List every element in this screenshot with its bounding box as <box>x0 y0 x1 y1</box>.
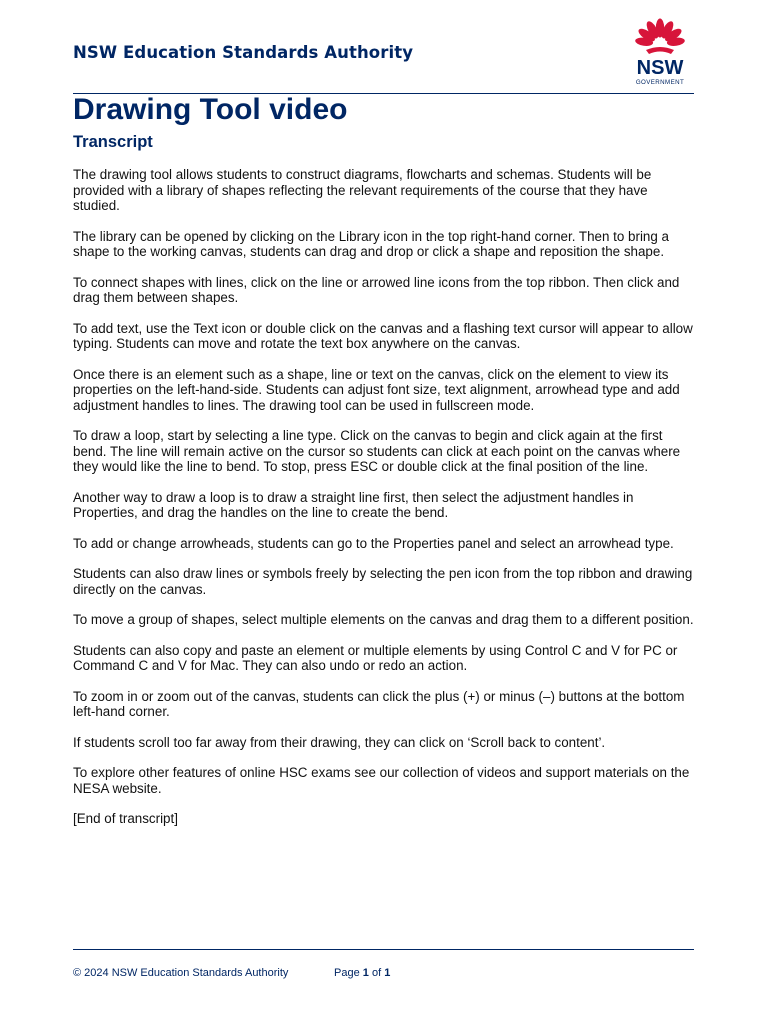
page-of-label: of <box>371 967 382 979</box>
transcript-paragraph: Another way to draw a loop is to draw a straight line first, then select the adjustment handles in Properties, and drag the handles on the line to create the bend. <box>73 489 634 520</box>
nsw-government-logo <box>622 14 698 90</box>
transcript-paragraph: To connect shapes with lines, click on the line or arrowed line icons from the top ribbon. Then click and drag them between shapes. <box>73 274 680 305</box>
page-current: 1 <box>362 967 369 979</box>
transcript-paragraph: If students scroll too far away from their drawing, they can click on ‘Scroll back to content’. <box>73 734 606 750</box>
transcript-end-marker: [End of transcript] <box>73 811 178 826</box>
footer-copyright: © 2024 NSW Education Standards Authority <box>73 967 289 979</box>
organisation-name: NSW Education Standards Authority <box>73 43 414 62</box>
transcript-paragraph: To zoom in or zoom out of the canvas, students can click the plus (+) or minus (–) buttons at the bottom left-hand corner. <box>73 688 685 719</box>
transcript-paragraph: The library can be opened by clicking on the Library icon in the top right-hand corner. Then to bring a shape to the working canvas, students can drag and drop or click a shape and reposition the shape. <box>73 228 669 259</box>
document-subtitle: Transcript <box>73 133 153 151</box>
transcript-paragraph: Once there is an element such as a shape, line or text on the canvas, click on the element to view its properties on the left-hand-side. Students can adjust font size, text alignment, arrowhead type and add adjustment handles to lines. The drawing tool can be used in fullscreen mode. <box>73 366 680 413</box>
transcript-body <box>73 167 698 842</box>
transcript-paragraph: Students can also draw lines or symbols freely by selecting the pen icon from the top ribbon and drawing directly on the canvas. <box>73 566 693 597</box>
transcript-paragraph: Students can also copy and paste an element or multiple elements by using Control C and V for PC or Command C and V for Mac. They can also undo or redo an action. <box>73 642 678 673</box>
transcript-paragraph: To move a group of shapes, select multiple elements on the canvas and drag them to a different position. <box>73 612 694 627</box>
page-total: 1 <box>384 967 391 979</box>
footer-page-number <box>334 967 390 979</box>
transcript-paragraph: To add text, use the Text icon or double click on the canvas and a flashing text cursor will appear to allow typing. Students can move and rotate the text box anywhere on the canvas. <box>73 320 693 351</box>
transcript-paragraph: To draw a loop, start by selecting a line type. Click on the canvas to begin and click again at the first bend. The line will remain active on the cursor so students can click at each point on the canvas where they would like the line to bend. To stop, press ESC or double click at the final position of the line. <box>73 428 681 474</box>
footer-divider <box>73 949 694 950</box>
nsw-waratah-icon <box>622 14 698 90</box>
transcript-paragraph: To add or change arrowheads, students can go to the Properties panel and select an arrowhead type. <box>73 535 674 551</box>
page-label: Page <box>334 967 360 979</box>
logo-wordmark: NSW <box>636 57 684 79</box>
logo-tagline: GOVERNMENT <box>635 79 685 86</box>
transcript-paragraph: The drawing tool allows students to construct diagrams, flowcharts and schemas. Students will be provided with a library of shapes reflecting the relevant requirements of the course that they have studied. <box>73 167 652 213</box>
document-title: Drawing Tool video <box>73 93 348 126</box>
transcript-paragraph: To explore other features of online HSC exams see our collection of videos and support materials on the NESA website. <box>73 765 690 796</box>
